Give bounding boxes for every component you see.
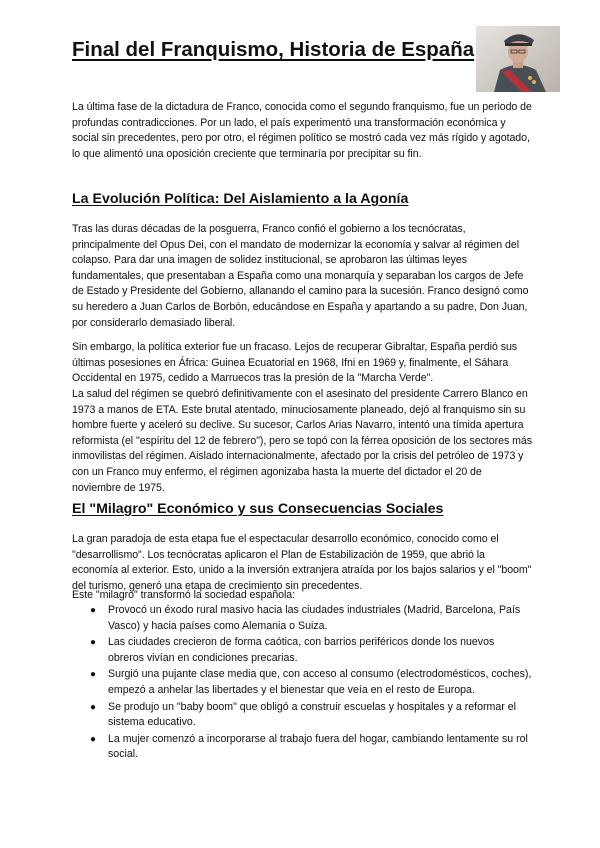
list-item-text: Surgió una pujante clase media que, con acceso al consumo (electrodomésticos, coches), empezó a anhelar las libertades y el bienestar que veía en el resto de Europa. xyxy=(108,668,532,696)
section-heading-economic: El "Milagro" Económico y sus Consecuencias Sociales xyxy=(72,501,444,517)
bullet-icon: ● xyxy=(90,669,97,681)
intro-paragraph: La última fase de la dictadura de Franco, conocida como el segundo franquismo, fue un periodo de profundas contradicciones. Por un lado, el país experimentó una transformación económica y social sin precedentes, pero por otro, el régimen político se mostró cada vez más rígido y agotado, lo que alimentó una oposición creciente que terminaría por precipitar su fin. xyxy=(72,101,532,160)
bullet-icon: ● xyxy=(90,637,97,649)
consequences-list xyxy=(72,603,532,764)
list-item xyxy=(72,667,532,698)
list-item xyxy=(72,635,532,666)
list-item-text: La mujer comenzó a incorporarse al trabajo fuera del hogar, cambiando lentamente su rol social. xyxy=(108,732,528,761)
page-title: Final del Franquismo, Historia de España xyxy=(72,38,475,61)
section-heading-political: La Evolución Política: Del Aislamiento a la Agonía xyxy=(72,191,409,207)
list-item xyxy=(72,732,532,763)
list-item xyxy=(72,700,532,731)
paragraph-regime-decline: La salud del régimen se quebró definitivamente con el asesinato del presidente Carrero Blanco en 1973 a manos de ETA. Este brutal atentado, minuciosamente planeado, dejó al franquismo sin su hombre fuerte y aceleró su declive. Su sucesor, Carlos Arias Navarro, intentó una tímida apertura reformista (el "espíritu del 12 de febrero"), pero se topó con la férrea oposición de los sectores más inmovilistas del régimen. Aislado internacionalmente, afectado por la crisis del petróleo de 1973 y con un Franco muy enfermo, el régimen agonizaba hasta la muerte del dictador el 20 de noviembre de 1975. xyxy=(72,388,532,494)
list-item-text: Las ciudades crecieron de forma caótica, con barrios periféricos donde los nuevos obreros vivían en condiciones precarias. xyxy=(108,636,495,664)
list-item xyxy=(72,603,532,634)
bullet-icon: ● xyxy=(90,701,97,713)
list-item-text: Se produjo un "baby boom" que obligó a construir escuelas y hospitales y a reformar el sistema educativo. xyxy=(108,700,516,729)
paragraph-technocrats: Tras las duras décadas de la posguerra, Franco confió el gobierno a los tecnócratas, principalmente del Opus Dei, con el mandato de modernizar la economía y salvar al régimen del colapso. Para dar una imagen de solidez institucional, se aprobaron las últimas leyes fundamentales, que presentaban a España como una monarquía y separaban los cargos de Jefe de Estado y Presidente del Gobierno, allanando el camino para la sucesión. Franco designó como su heredero a Juan Carlos de Borbón, educándose en España y apartando a su padre, Don Juan, por considerarlo demasiado liberal. xyxy=(72,223,529,329)
bullet-icon: ● xyxy=(90,605,97,616)
portrait-photo xyxy=(476,26,560,92)
bullet-icon: ● xyxy=(90,733,97,745)
list-item-text: Provocó un éxodo rural masivo hacia las ciudades industriales (Madrid, Barcelona, País Vasco) y hacia países como Alemania o Suiza. xyxy=(108,604,521,632)
paragraph-milagro-intro: Este "milagro" transformó la sociedad española: xyxy=(72,589,296,601)
paragraph-foreign-policy: Sin embargo, la política exterior fue un fracaso. Lejos de recuperar Gibraltar, España perdió sus últimas posesiones en África: Guinea Ecuatorial en 1968, Ifni en 1969 y, finalmente, el Sáhara Occidental en 1975, cedido a Marruecos tras la presión de la "Marcha Verde". xyxy=(72,341,518,385)
portrait-illustration xyxy=(476,26,560,92)
paragraph-desarrollismo: La gran paradoja de esta etapa fue el espectacular desarrollo económico, conocido como el "desarrollismo". Los tecnócratas aplicaron el Plan de Estabilización de 1959, que abrió la economía al exterior. Esto, unido a la inversión extranjera atraída por los bajos salarios y el "boom" del turismo, generó una etapa de crecimiento sin precedentes. xyxy=(72,533,532,592)
